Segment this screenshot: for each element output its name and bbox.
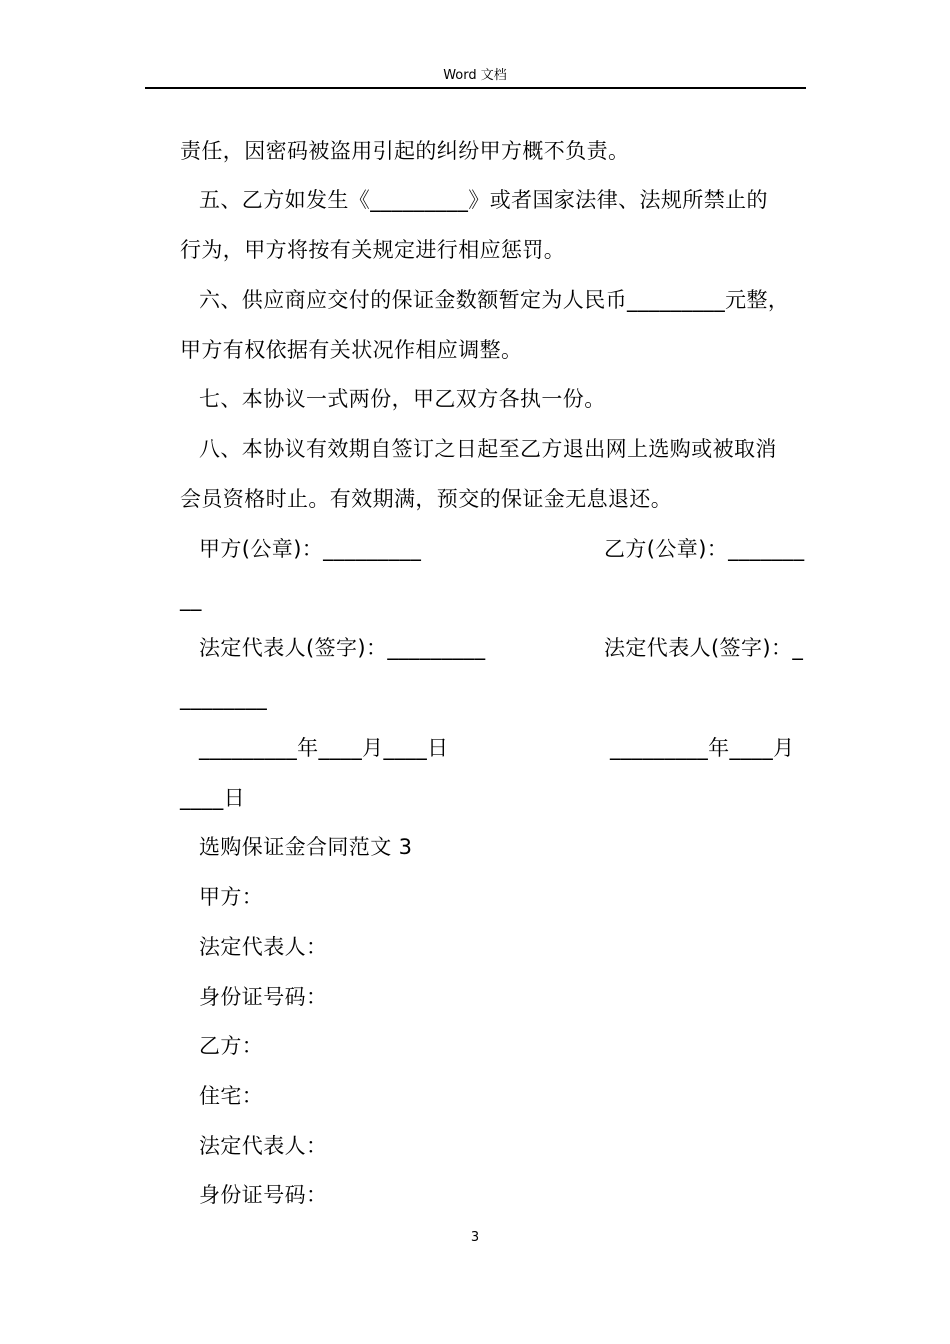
party-b-date-line: _________年____月 <box>610 736 795 760</box>
legal-representative-a-label: 法定代表人： <box>199 935 328 959</box>
clause-six-line-2: 甲方有权依据有关状况作相应调整。 <box>180 338 523 362</box>
party-a-seal-line: 甲方(公章)：_________ <box>199 537 422 561</box>
clause-seven: 七、本协议一式两份，甲乙双方各执一份。 <box>199 387 606 411</box>
page-number: 3 <box>470 1230 480 1245</box>
legal-representative-b-label: 法定代表人： <box>199 1134 328 1158</box>
representative-line-wrap: ________ <box>180 686 268 710</box>
party-b-seal-line: 乙方(公章)：_______ <box>604 537 805 561</box>
seal-line-wrap: __ <box>180 587 202 611</box>
residence-label: 住宅： <box>199 1084 264 1108</box>
party-b-label: 乙方： <box>199 1034 264 1058</box>
party-b-representative-line: 法定代表人(签字)：_ <box>604 636 804 660</box>
date-line-wrap: ____日 <box>180 786 245 810</box>
id-number-a-label: 身份证号码： <box>199 985 328 1009</box>
clause-eight-line-1: 八、本协议有效期自签订之日起至乙方退出网上选购或被取消 <box>199 437 777 461</box>
section-title: 选购保证金合同范文 3 <box>199 835 413 859</box>
clause-five-line-1: 五、乙方如发生《_________》或者国家法律、法规所禁止的 <box>199 188 768 212</box>
clause-six-line-1: 六、供应商应交付的保证金数额暂定为人民币_________元整， <box>199 288 790 312</box>
party-a-label: 甲方： <box>199 885 264 909</box>
page-header-title: Word 文档 <box>443 68 507 83</box>
party-a-date-line: _________年____月____日 <box>199 736 449 760</box>
clause-eight-line-2: 会员资格时止。有效期满，预交的保证金无息退还。 <box>180 487 673 511</box>
paragraph-responsibility: 责任，因密码被盗用引起的纠纷甲方概不负责。 <box>180 139 630 163</box>
party-a-representative-line: 法定代表人(签字)：_________ <box>199 636 486 660</box>
id-number-b-label: 身份证号码： <box>199 1183 328 1207</box>
clause-five-line-2: 行为，甲方将按有关规定进行相应惩罚。 <box>180 238 566 262</box>
header-divider <box>145 87 806 89</box>
